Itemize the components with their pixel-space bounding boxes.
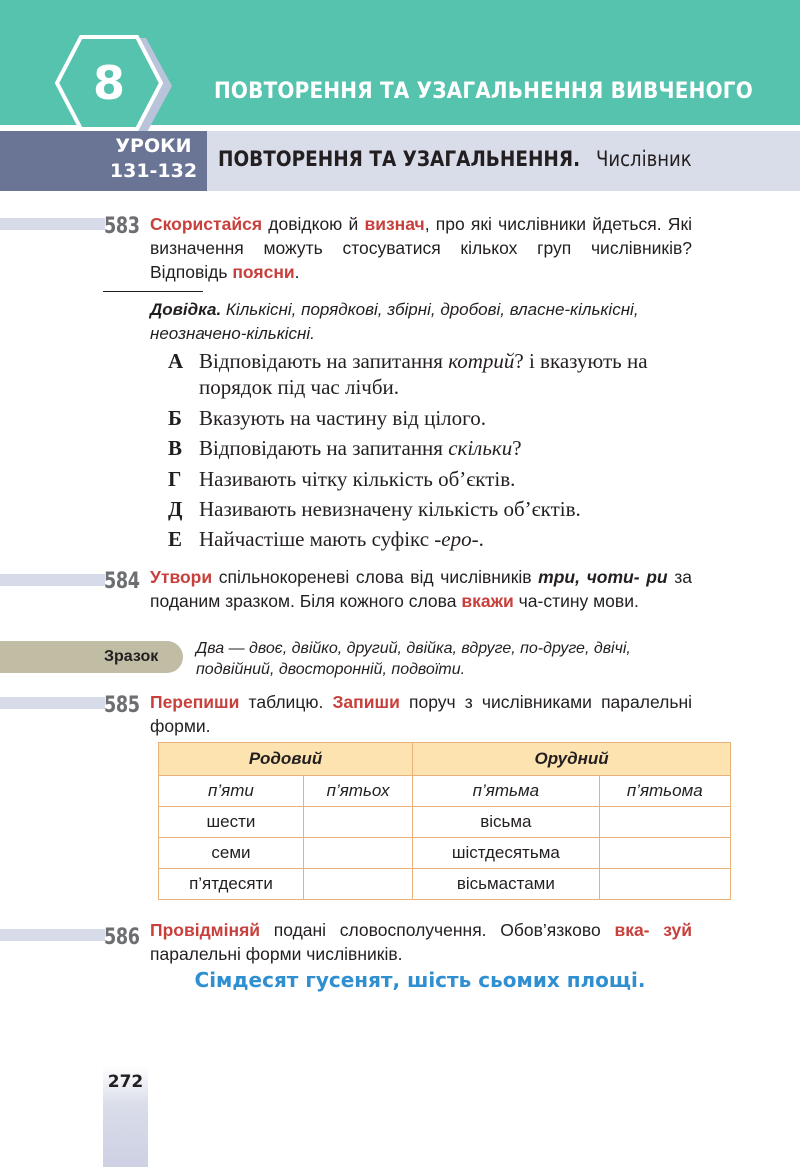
reference-note (150, 298, 690, 346)
option-letter: Б (168, 406, 182, 430)
option-text: Відповідають на запитання (199, 349, 449, 373)
option-item (168, 434, 522, 462)
task-verb: поясни (232, 262, 295, 282)
option-letter: В (168, 436, 183, 460)
option-text: Вказують на частину від цілого. (199, 406, 486, 430)
option-text: Відповідають на запитання (199, 436, 449, 460)
task-verb: вка- (614, 920, 650, 940)
exercise-583-text (150, 212, 692, 284)
lesson-label-line1: УРОКИ (115, 135, 192, 157)
task-verb: Утвори (150, 567, 213, 587)
numeral-words: ри (646, 567, 668, 587)
option-emphasis: скільки (448, 436, 513, 460)
exercise-number: 586 (104, 925, 140, 950)
example-phrase: Сімдесят гусенят, шість сьомих площі. (194, 968, 646, 992)
table-cell: п’яти (159, 776, 304, 807)
option-item-continuation (199, 373, 399, 401)
task-verb: Провідміняй (150, 920, 261, 940)
header-instrumental: Орудний (413, 743, 731, 776)
option-text: . (478, 527, 484, 551)
header-genitive: Родовий (159, 743, 413, 776)
page-number: 272 (107, 1072, 144, 1092)
text-fragment: за поданим зразком. Біля кожного слова (150, 567, 692, 611)
task-verb: Скористайся (150, 214, 263, 234)
option-emphasis: котрий (448, 349, 515, 373)
exercise-584-text (150, 565, 692, 613)
option-letter: А (168, 349, 184, 373)
option-text: Називають невизначену кількість об’єктів. (199, 497, 581, 521)
table-cell: п’ятьома (599, 776, 730, 807)
lesson-title-topic: Числівник (595, 147, 692, 171)
text-fragment: таблицю. (239, 692, 333, 712)
option-item (168, 404, 486, 432)
lesson-title (218, 147, 707, 171)
table-cell (303, 807, 412, 838)
lesson-title-bold: ПОВТОРЕННЯ ТА УЗАГАЛЬНЕННЯ. (218, 147, 581, 171)
table-cell: п’ятьма (413, 776, 599, 807)
table-cell (303, 869, 412, 900)
table-cell: шістдесятьма (413, 838, 599, 869)
option-item (168, 525, 484, 553)
reference-text: Кількісні, порядкові, збірні, дробові, власне-кількісні, неозначено-кількісні. (150, 300, 639, 343)
table-row (159, 838, 731, 869)
task-verb: Запиши (332, 692, 400, 712)
chapter-title: ПОВТОРЕННЯ ТА УЗАГАЛЬНЕННЯ ВИВЧЕНОГО (214, 78, 753, 104)
table-cell (599, 869, 730, 900)
numeral-words: три, чоти- (538, 567, 640, 587)
table-cell (599, 807, 730, 838)
table-cell (599, 838, 730, 869)
exercise-number: 585 (104, 693, 140, 718)
sample-label: Зразок (104, 648, 159, 665)
text-fragment: поруч з числівниками паралельні форми. (150, 692, 692, 736)
reference-label: Довідка. (150, 300, 222, 319)
exercise-number: 583 (104, 214, 140, 239)
exercise-stripe (0, 929, 105, 941)
lesson-label (100, 134, 207, 184)
lesson-label-line2: 131-132 (109, 160, 198, 182)
option-item (168, 495, 581, 523)
option-text: Найчастіше мають суфікс (199, 527, 435, 551)
text-fragment: . (294, 262, 300, 282)
sample-text: Два — двоє, двійко, другий, двійка, вдруге, по-друге, двічі, подвійний, двосторонній, подвоїти. (196, 640, 631, 678)
table-header-row (159, 743, 731, 776)
reference-divider (103, 291, 203, 292)
text-fragment: ча-стину мови. (513, 591, 639, 611)
option-text: ? і вказують на (514, 349, 648, 373)
table-row (159, 807, 731, 838)
table-row (159, 869, 731, 900)
text-fragment: подані словосполучення. Обов’язково (260, 920, 615, 940)
option-item (168, 347, 648, 375)
option-text: Називають чітку кількість об’єктів. (199, 467, 516, 491)
table-cell: шести (159, 807, 304, 838)
exercise-number: 584 (104, 569, 140, 594)
table-cell (303, 838, 412, 869)
chapter-number: 8 (92, 56, 125, 110)
task-verb: визнач (364, 214, 425, 234)
text-fragment: довідкою й (262, 214, 365, 234)
exercise-stripe (0, 697, 105, 709)
option-letter: Г (168, 467, 182, 491)
table-cell: вісьмастами (413, 869, 599, 900)
task-verb: зуй (663, 920, 692, 940)
exercise-stripe (0, 574, 105, 586)
table-cell: семи (159, 838, 304, 869)
option-text: ? (512, 436, 522, 460)
option-letter: Д (168, 497, 183, 521)
table-cell: п’ятдесяти (159, 869, 304, 900)
option-emphasis: -еро- (434, 527, 479, 551)
option-item (168, 465, 515, 493)
table-cell: п’ятьох (303, 776, 412, 807)
exercise-585-text (150, 690, 692, 738)
text-fragment: паралельні форми числівників. (150, 944, 403, 964)
text-fragment: , про які числівники йдеться. Які визначення можуть стосуватися кількох груп числівників? Відповідь (150, 214, 692, 282)
task-verb: вкажи (461, 591, 514, 611)
table-row (159, 776, 731, 807)
option-text: порядок під час лічби. (199, 375, 400, 399)
task-verb: Перепиши (150, 692, 240, 712)
exercise-stripe (0, 218, 105, 230)
numerals-table (158, 742, 731, 900)
text-fragment: спільнокореневі слова від числівників (212, 567, 539, 587)
exercise-586-text (150, 918, 692, 966)
option-letter: Е (168, 527, 183, 551)
table-cell: вісьма (413, 807, 599, 838)
